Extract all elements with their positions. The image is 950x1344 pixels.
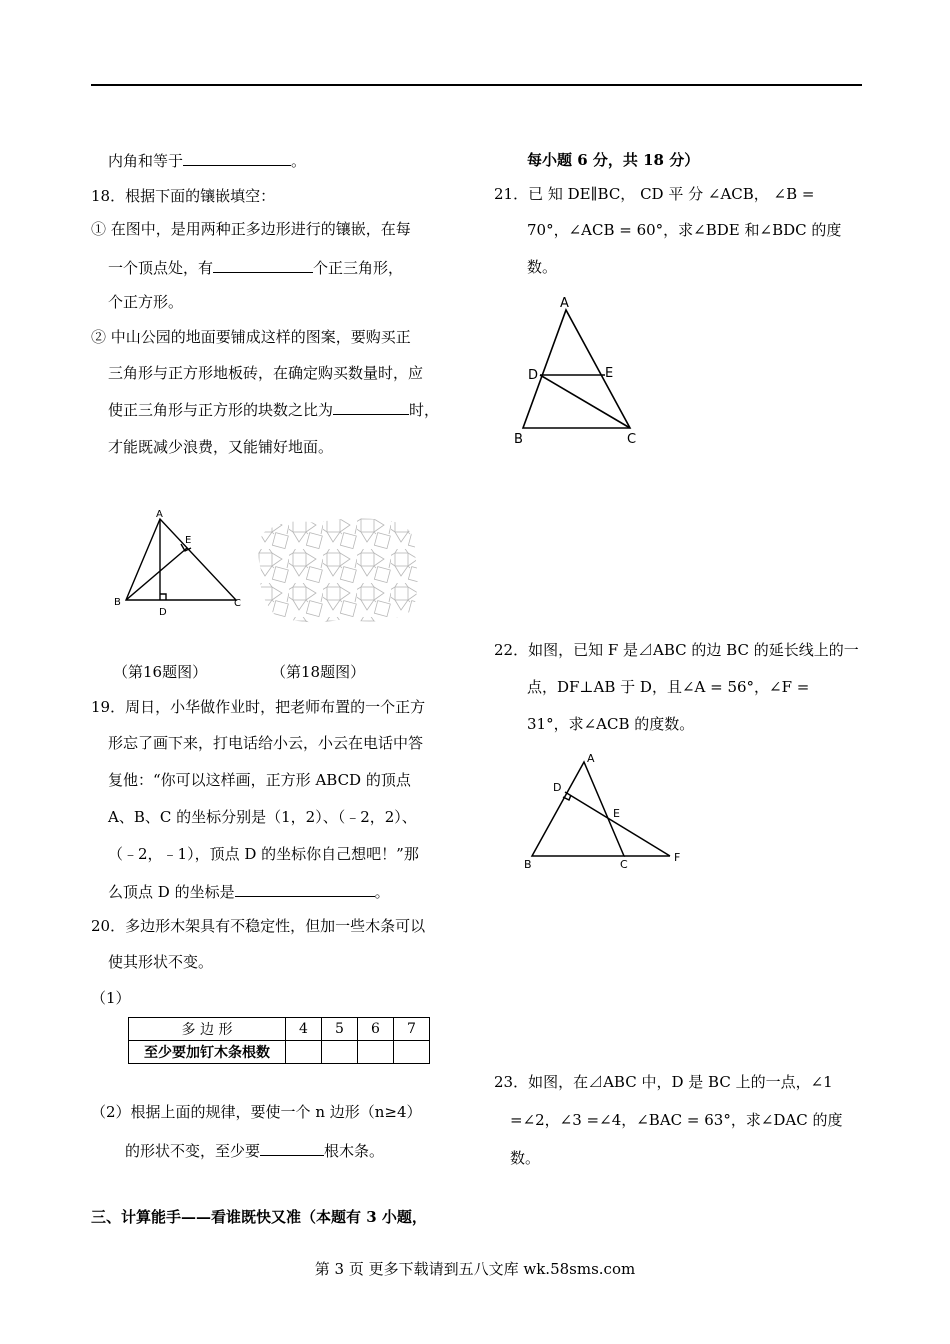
q23-line1: 23．如图，在⊿ABC 中，D 是 BC 上的一点，∠1: [494, 1073, 833, 1091]
fig16-label-c: C: [234, 598, 241, 609]
q23-line2: =∠2，∠3 =∠4，∠BAC = 63°，求∠DAC 的度: [510, 1111, 843, 1129]
polygon-table: [128, 1017, 430, 1064]
fig16-label-d: D: [159, 607, 167, 618]
table-row: [129, 1018, 430, 1041]
table-header-cell: 5: [322, 1018, 358, 1041]
q19-line5: （﹣2，﹣1），顶点 D 的坐标你自己想吧！”那: [108, 845, 419, 863]
fig22-label-e: E: [613, 807, 620, 820]
table-header-cell: 6: [358, 1018, 394, 1041]
q18-part1-line3: 个正方形。: [108, 293, 184, 311]
section3-heading-cont: 每小题 6 分，共 18 分）: [527, 151, 700, 169]
fig22-label-d: D: [553, 781, 562, 794]
fig16-caption: （第16题图）: [113, 663, 208, 681]
fig18-tessellation: [255, 515, 423, 627]
fig21-label-c: C: [627, 432, 637, 447]
q23-line3: 数。: [510, 1149, 541, 1167]
q19-line6: 么顶点 D 的坐标是 。: [108, 883, 390, 901]
fig22-label-c: C: [620, 858, 628, 871]
q20-part1: （1）: [91, 989, 131, 1007]
q19-line1: 19．周日，小华做作业时，把老师布置的一个正方: [91, 698, 426, 716]
table-cell: [358, 1041, 394, 1064]
page-footer: 第 3 页 更多下载请到五八文库 wk.58sms.com: [314, 1260, 636, 1278]
table-cell: [394, 1041, 430, 1064]
fig22-label-a: A: [587, 752, 595, 765]
q18-part2-line1: ② 中山公园的地面要铺成这样的图案，要购买正: [91, 328, 411, 346]
q21-line1: 21．已 知 DE∥BC， CD 平 分 ∠ACB， ∠B =: [494, 185, 815, 203]
fig16-label-b: B: [114, 597, 121, 608]
fig16-triangle: [108, 505, 248, 620]
q20-part2-line1: （2）根据上面的规律，要使一个 n 边形（n≥4）: [91, 1103, 422, 1121]
section3-heading: 三、计算能手——看谁既快又准（本题有 3 小题，: [91, 1208, 427, 1226]
fig16-label-e: E: [185, 535, 192, 546]
table-cell: [322, 1041, 358, 1064]
q20-line2: 使其形状不变。: [108, 953, 214, 971]
q21-line3: 数。: [527, 258, 558, 276]
fig21-triangle: [510, 290, 645, 450]
q19-line3: 复他：“你可以这样画，正方形 ABCD 的顶点: [108, 771, 411, 789]
q22-line2: 点，DF⊥AB 于 D，且∠A = 56°，∠F =: [527, 678, 810, 696]
q22-line3: 31°，求∠ACB 的度数。: [527, 715, 695, 733]
q18-part1-line1: ① 在图中，是用两种正多边形进行的镶嵌，在每: [91, 220, 411, 238]
q18-part2-line3: 使正三角形与正方形的块数之比为 时，: [108, 401, 440, 419]
fig21-label-e: E: [605, 366, 614, 381]
header-rule: [91, 84, 862, 86]
table-cell: [286, 1041, 322, 1064]
q18-title: 18．根据下面的镶嵌填空：: [91, 187, 276, 205]
fig22-label-b: B: [524, 858, 532, 871]
table-header-cell: 4: [286, 1018, 322, 1041]
q20-part2-line2: 的形状不变，至少要 根木条。: [125, 1142, 385, 1160]
fig22-label-f: F: [674, 851, 681, 864]
q21-line2: 70°，∠ACB = 60°，求∠BDE 和∠BDC 的度: [527, 221, 842, 239]
q22-line1: 22．如图，已知 F 是⊿ABC 的边 BC 的延长线上的一: [494, 641, 859, 659]
fig18-caption: （第18题图）: [271, 663, 366, 681]
table-row-label: 至少要加钉木条根数: [129, 1041, 286, 1064]
q19-line2: 形忘了画下来，打电话给小云，小云在电话中答: [108, 734, 424, 752]
fig22-triangle: [520, 750, 690, 875]
q18-part2-line2: 三角形与正方形地板砖，在确定购买数量时，应: [108, 364, 424, 382]
fig21-label-d: D: [528, 368, 539, 383]
q19-line4: A、B、C 的坐标分别是（1，2）、（﹣2，2）、: [108, 808, 417, 826]
q17-line: 内角和等于 。: [108, 152, 307, 170]
fig16-label-a: A: [156, 509, 163, 520]
q18-part1-line2: 一个顶点处，有 个正三角形，: [108, 259, 404, 277]
q18-part2-line4: 才能既减少浪费，又能铺好地面。: [108, 438, 334, 456]
table-header-cell: 7: [394, 1018, 430, 1041]
table-row: [129, 1041, 430, 1064]
fig21-label-a: A: [560, 296, 569, 311]
table-header-cell: 多 边 形: [129, 1018, 286, 1041]
q20-line1: 20．多边形木架具有不稳定性，但加一些木条可以: [91, 917, 426, 935]
fig21-label-b: B: [514, 432, 523, 447]
